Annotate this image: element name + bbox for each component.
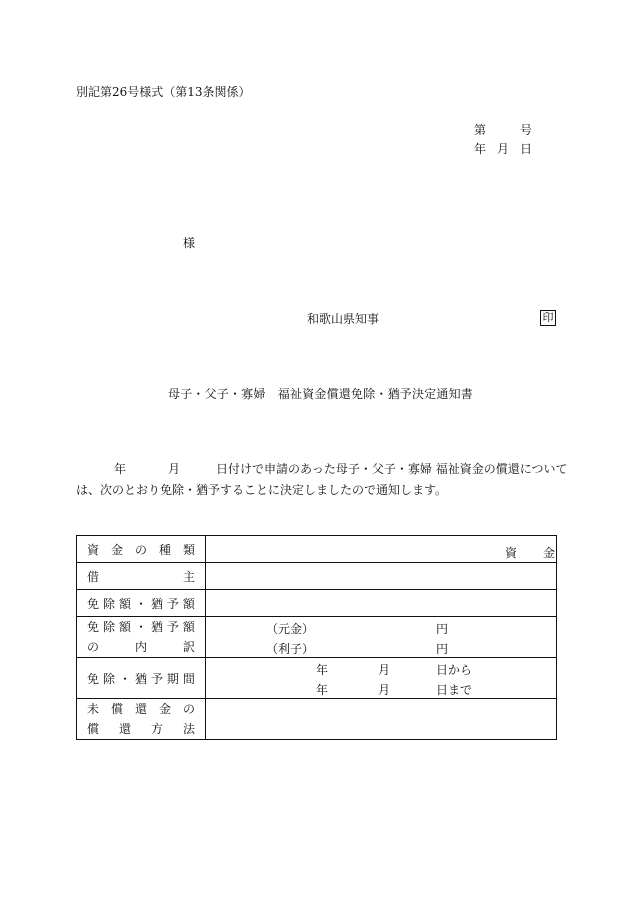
label-repayment-method: 未 償 還 金 の 償 還 方 法 [77,699,206,740]
seal-mark: 印 [540,310,556,326]
body-year: 年 [114,462,127,476]
body-month: 月 [168,462,181,476]
number-prefix: 第 [474,123,487,137]
value-fund-type: 資 金 [206,536,557,563]
principal-line: （元金） 円 [266,622,449,636]
value-exemption-amount [206,590,557,617]
body-line-2: は、次のとおり免除・猶予することに決定しましたので通知します。 [76,483,448,497]
period-from-line: 年 月 日から [316,663,473,677]
value-borrower [206,563,557,590]
body-line-1 [76,462,568,476]
document-number [474,124,532,136]
value-period [206,658,557,699]
issue-date [474,143,532,155]
label-period: 免 除 ・ 猶 予 期 間 [77,658,206,699]
issuer-name: 和歌山県知事 [307,312,380,326]
document-title: 母子・父子・寡婦 福祉資金償還免除・猶予決定通知書 [168,387,474,401]
table-row-breakdown [77,617,557,658]
body-text-1: 日付けで申請のあった母子・父子・寡婦 福祉資金の償還について [216,462,568,476]
decision-table [76,535,557,740]
form-number-label: 別記第26号様式（第13条関係） [76,85,251,99]
table-row-repayment-method [77,699,557,740]
value-repayment-method [206,699,557,740]
table-row-fund-type [77,536,557,563]
date-month: 月 [496,142,509,156]
label-borrower: 借 主 [77,563,206,590]
interest-line: （利子） 円 [266,642,449,656]
date-year: 年 [474,142,487,156]
label-breakdown: 免 除 額 ・ 猶 予 額 の 内 訳 [77,617,206,658]
table-row-period [77,658,557,699]
period-until-line: 年 月 日まで [316,683,473,697]
number-suffix: 号 [519,123,532,137]
table-row-exemption-amount [77,590,557,617]
label-exemption-amount: 免 除 額 ・ 猶 予 額 [77,590,206,617]
value-breakdown [206,617,557,658]
recipient-honorific: 様 [183,236,196,250]
label-fund-type: 資 金 の 種 類 [77,536,206,563]
date-day: 日 [519,142,532,156]
table-row-borrower [77,563,557,590]
